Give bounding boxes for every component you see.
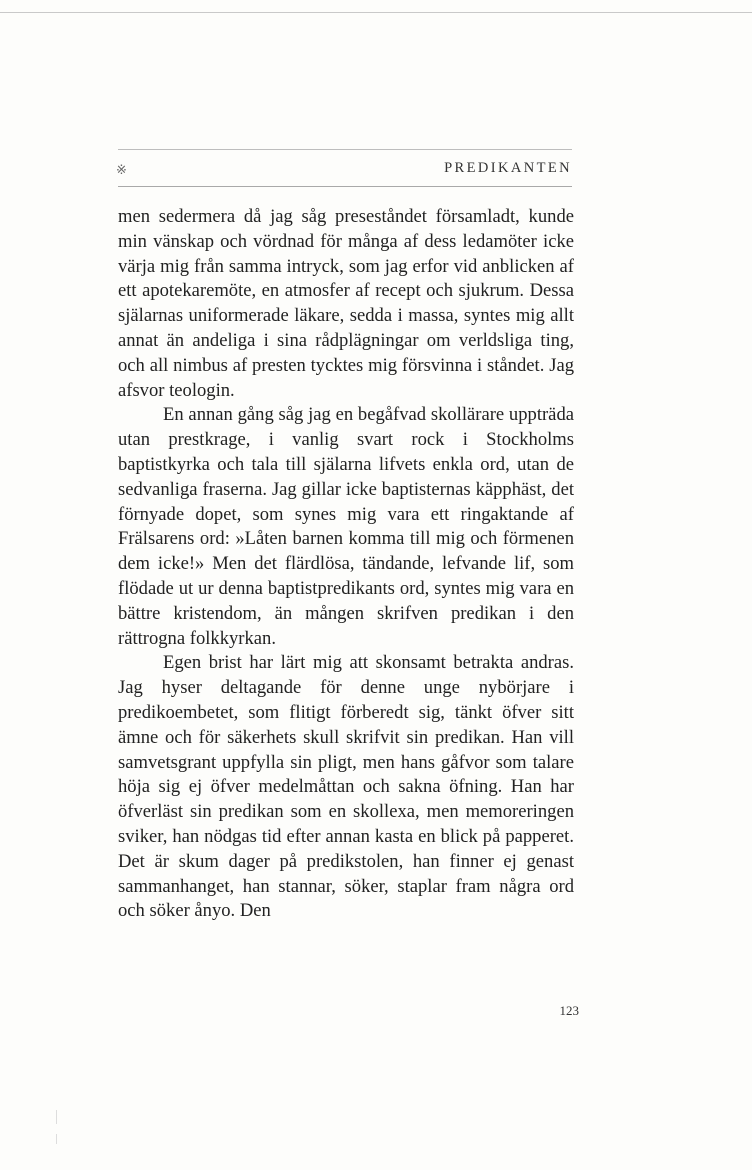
body-text	[118, 205, 574, 924]
page-top-rule	[0, 12, 752, 13]
paragraph-2: En annan gång såg jag en begåfvad skollärare uppträda utan prestkrage, i vanlig svart rock i Stockholms baptistkyrka och tala till själarna lifvets enkla ord, utan de sedvanliga fraserna. Jag gillar icke baptisternas käpphäst, det förnyade dopet, som synes mig vara ett ringaktande af Frälsarens ord: »Låten barnen komma till mig och förmenen dem icke!» Men det flärdlösa, tändande, lefvande lif, som flödade ut ur denna baptistpredikants ord, syntes mig vara en bättre kristendom, än mången skrifven predikan i den rättrogna folkkyrkan.	[118, 404, 574, 649]
paragraph-3: Egen brist har lärt mig att skonsamt betrakta andras. Jag hyser deltagande för denne unge nybörjare i predikoembetet, som flitigt förberedt sig, tänkt öfver sitt ämne och för säkerhets skull skrifvit sin predikan. Han vill samvetsgrant uppfylla sin pligt, men hans gåfvor som talare höja sig ej öfver medelmåttan och sakna öfning. Han har öfverläst sin predikan som en skollexa, men memoreringen sviker, han nödgas tid efter annan kasta en blick på papperet. Det är skum dager på predikstolen, han finner ej genast sammanhanget, han stannar, söker, staplar fram några ord och söker ånyo. Den	[118, 652, 574, 922]
header-ornament: ※	[116, 162, 127, 177]
header-rule-top	[118, 149, 572, 150]
scan-edge-mark	[56, 1134, 57, 1144]
paragraph-1: men sedermera då jag såg preseståndet församladt, kunde min vänskap och vördnad för många af dess ledamöter icke värja mig från samma intryck, som jag erfor vid anblicken af ett apotekaremöte, en atmosfer af recept och sjukrum. Dessa själarnas uniformerade läkare, sedda i massa, syntes mig allt annat än andeliga i sina rådplägningar om verldsliga ting, och all nimbus af presten tycktes mig försvinna i ståndet. Jag afsvor teologin.	[118, 206, 574, 401]
header-rule-bottom	[118, 186, 572, 187]
scan-edge-mark	[56, 1110, 57, 1124]
page-number: 123	[559, 1003, 579, 1018]
running-title: PREDIKANTEN	[444, 160, 572, 176]
